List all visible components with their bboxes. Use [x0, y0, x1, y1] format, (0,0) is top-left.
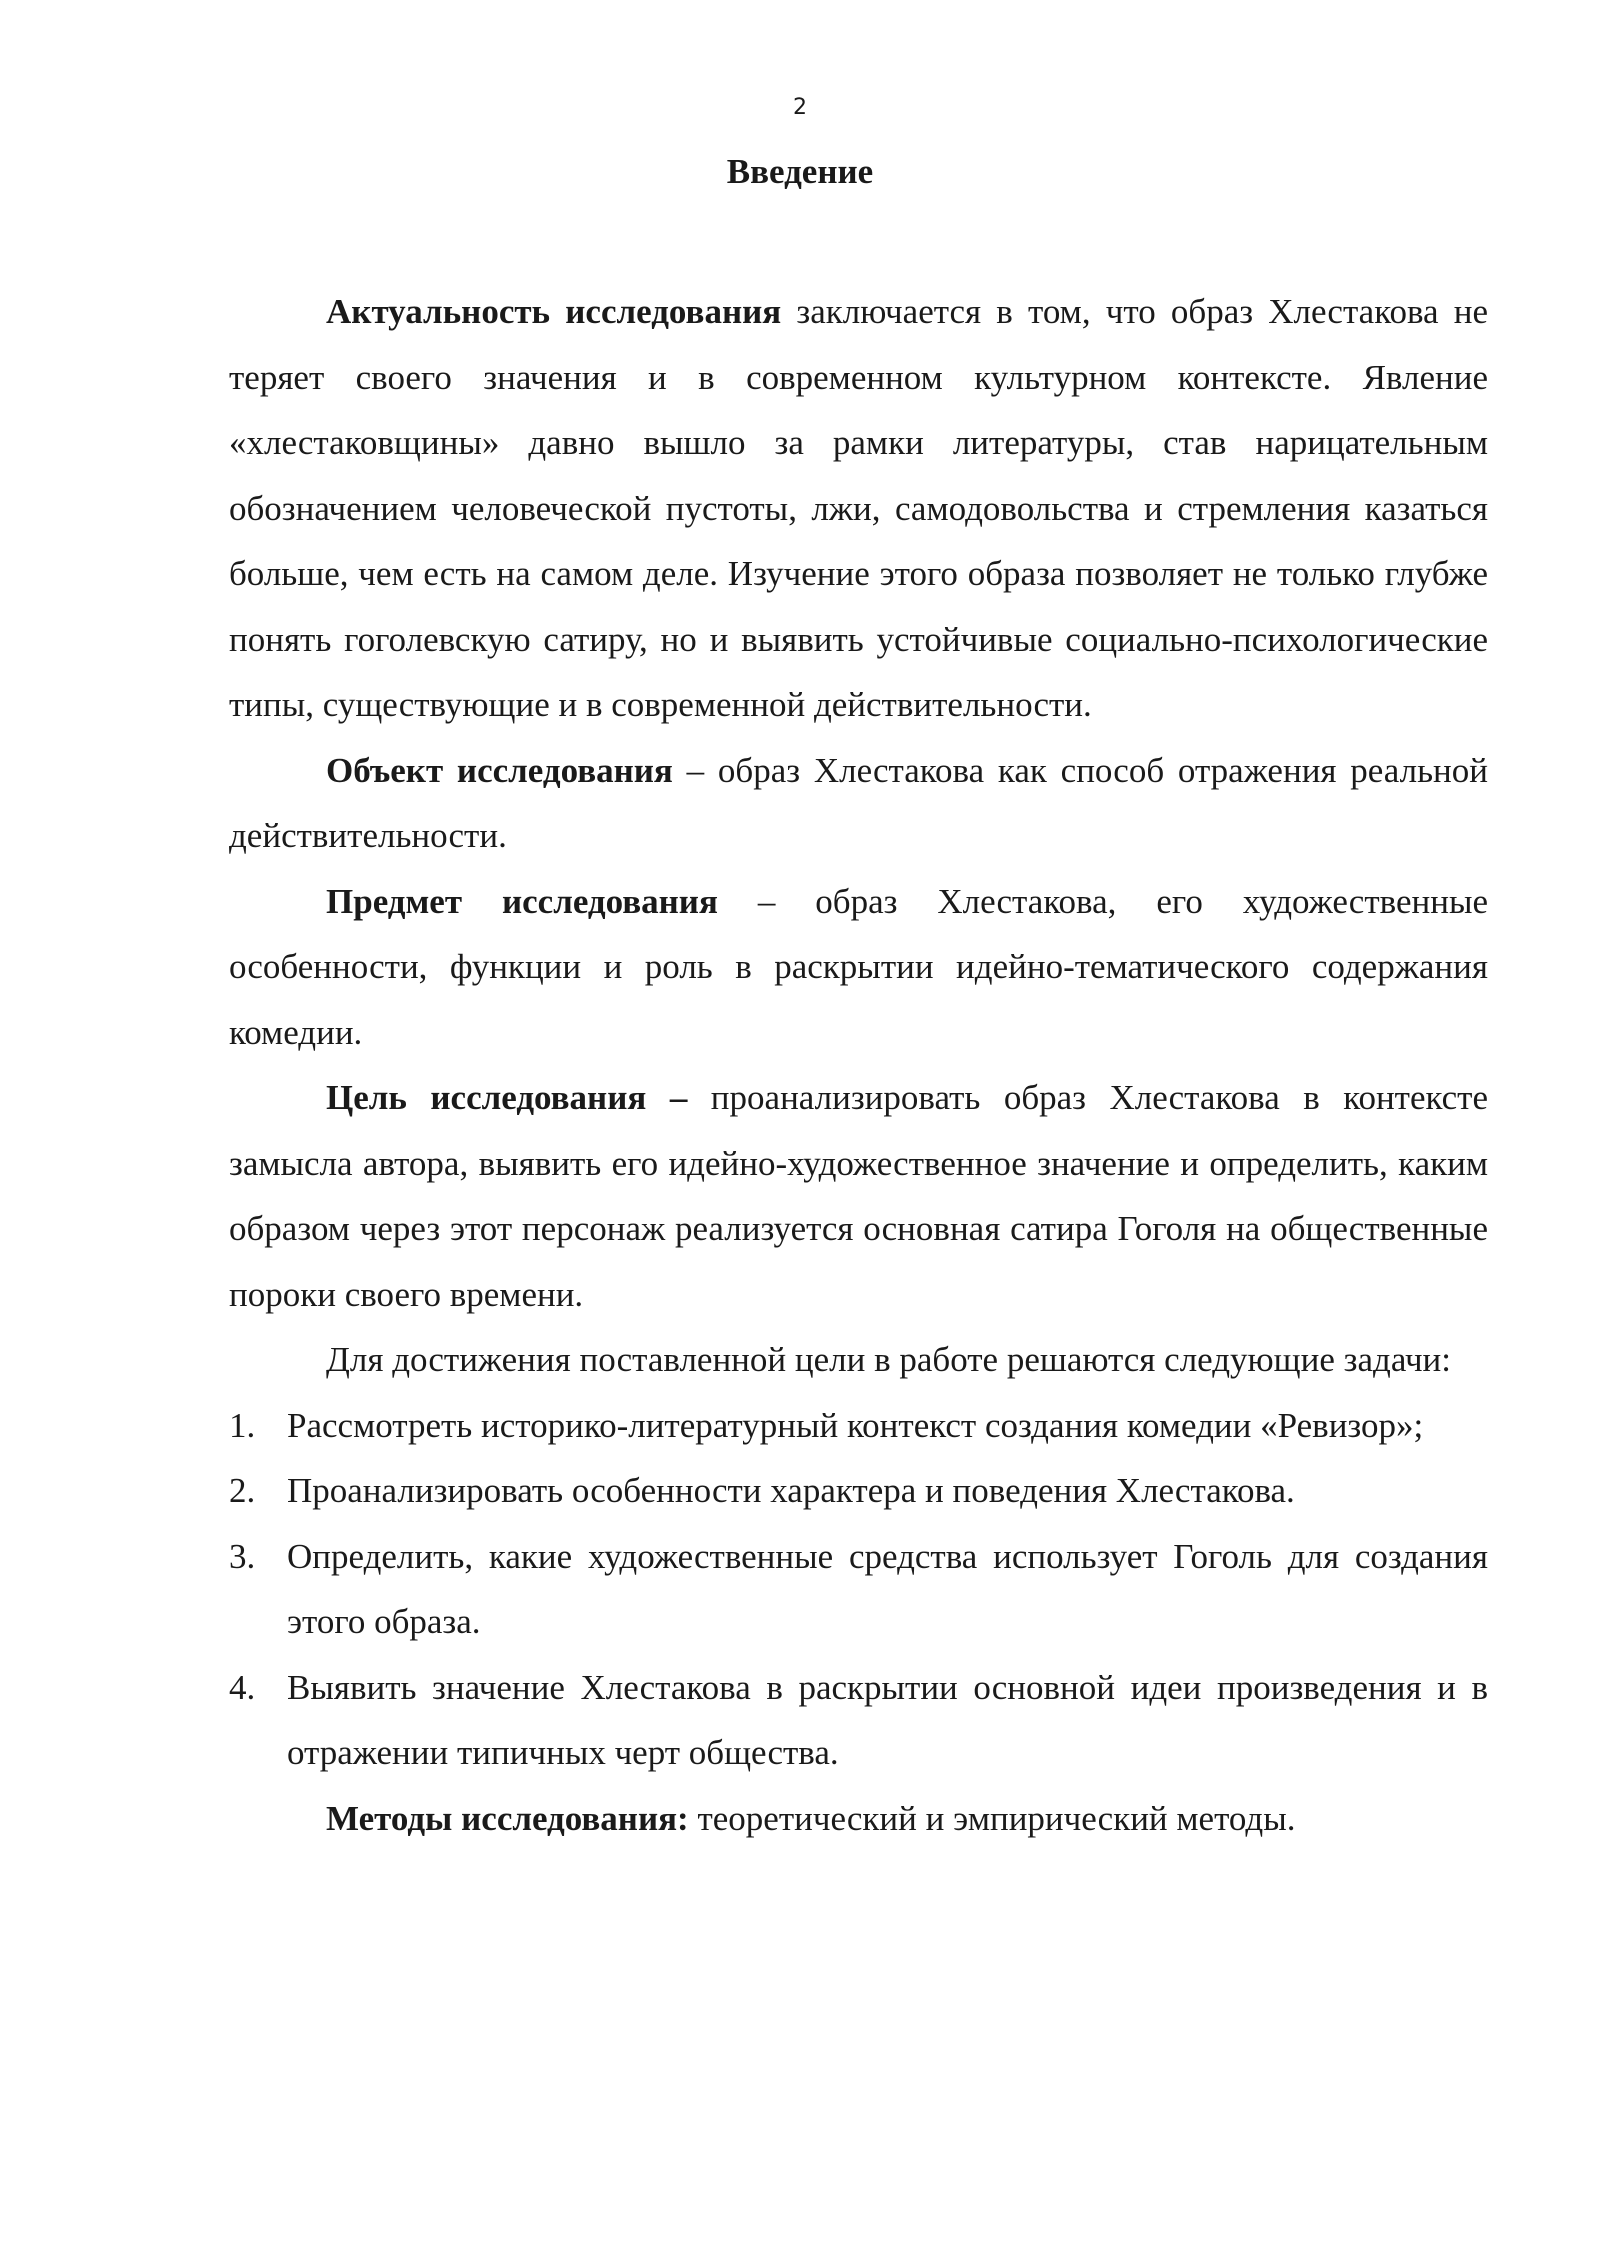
list-item-number: 1.	[229, 1405, 256, 1445]
document-body	[229, 279, 1488, 1851]
list-item-text: Выявить значение Хлестакова в раскрытии основной идеи произведения и в отражении типичных черт общества.	[287, 1667, 1488, 1772]
goal-paragraph	[229, 1065, 1488, 1327]
methods-paragraph	[229, 1786, 1488, 1852]
subject-paragraph	[229, 869, 1488, 1066]
tasks-list	[229, 1393, 1488, 1786]
list-item	[229, 1458, 1488, 1524]
list-item-number: 4.	[229, 1667, 256, 1707]
methods-term: Методы исследования:	[326, 1798, 689, 1838]
goal-term: Цель исследования	[326, 1078, 647, 1117]
section-heading: Введение	[726, 152, 874, 191]
methods-text: теоретический и эмпирический методы.	[688, 1798, 1296, 1838]
list-item-text: Определить, какие художественные средства использует Гоголь для создания этого образа.	[287, 1536, 1488, 1641]
list-item	[229, 1393, 1488, 1459]
page-number: 2	[793, 95, 807, 120]
object-term: Объект исследования	[326, 750, 673, 790]
relevance-text: заключается в том, что образ Хлестакова не теряет своего значения и в современном культурном контексте. Явление «хлестаковщины» давно вышло за рамки литературы, став нарицательным обозначением человеческой пустоты, лжи, самодовольства и стремления казаться больше, чем есть на самом деле. Изучение этого образа позволяет не только глубже понять гоголевскую сатиру, но и выявить устойчивые социально-психологические типы, существующие и в современной действительности.	[229, 292, 1488, 724]
subject-text: – образ Хлестакова, его художественные особенности, функции и роль в раскрытии идейно-тематического содержания комедии.	[229, 881, 1488, 1052]
goal-dash: –	[646, 1078, 688, 1117]
subject-term: Предмет исследования	[326, 881, 718, 921]
object-paragraph	[229, 738, 1488, 869]
list-item-text: Рассмотреть историко-литературный контекст создания комедии «Ревизор»;	[287, 1405, 1424, 1445]
goal-text: проанализировать образ Хлестакова в контексте замысла автора, выявить его идейно-художественное значение и определить, каким образом через этот персонаж реализуется основная сатира Гоголя на общественные пороки своего времени.	[229, 1078, 1489, 1314]
list-item-number: 2.	[229, 1471, 256, 1510]
list-item-number: 3.	[229, 1536, 256, 1576]
list-item-text: Проанализировать особенности характера и поведения Хлестакова.	[287, 1471, 1295, 1510]
tasks-intro-paragraph: Для достижения поставленной цели в работе решаются следующие задачи:	[326, 1340, 1452, 1379]
relevance-term: Актуальность исследования	[326, 292, 782, 331]
relevance-paragraph	[229, 279, 1488, 738]
list-item	[229, 1655, 1488, 1786]
object-text: – образ Хлестакова как способ отражения реальной действительности.	[229, 750, 1488, 855]
list-item	[229, 1524, 1488, 1655]
